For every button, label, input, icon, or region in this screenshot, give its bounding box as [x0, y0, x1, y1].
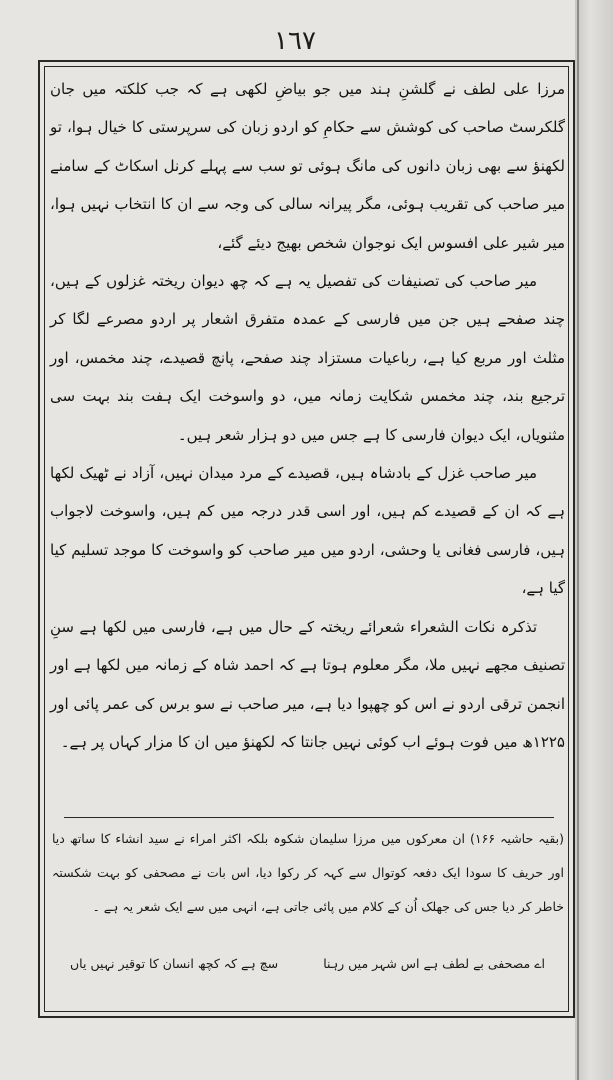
couplet-second-line: سچ ہے کہ کچھ انسان کا توقیر نہیں یاں [70, 956, 279, 971]
book-gutter [575, 0, 613, 1080]
main-text [50, 70, 565, 761]
page-edge-line [577, 0, 579, 1080]
paragraph: تذکرہ نکات الشعراء شعرائے ریختہ کے حال میں ہے، فارسی میں لکھا ہے سنِ تصنیف مجھے نہیں ملا، مگر معلوم ہوتا ہے کہ احمد شاہ کے زمانہ میں لکھا ہے اور انجمن ترقی اردو نے اس کو چھپوا دیا ہے، میر صاحب نے سو برس کی عمر پائی اور ۱۲۲۵ھ میں فوت ہوئے اب کوئی نہیں جانتا کہ لکھنؤ میں ان کا مزار کہاں پر ہے۔ [50, 617, 565, 751]
paragraph: میر صاحب غزل کے بادشاہ ہیں، قصیدے کے مرد میدان نہیں، آزاد نے ٹھیک لکھا ہے کہ ان کے قصیدے کم ہیں، اور اسی قدر درجہ میں کم ہیں، واسوخت لاجواب ہیں، فارسی فغانی یا وحشی، اردو میں میر صاحب کو واسوخت کا موجد تسلیم کیا گیا ہے، [50, 464, 565, 598]
paragraph: میر صاحب کی تصنیفات کی تفصیل یہ ہے کہ چھ دیوان ریختہ غزلوں کے ہیں، چند صفحے ہیں جن میں فارسی کے عمدہ متفرق اشعار پر اردو مصرعے لگا کر مثلث اور مربع کیا ہے، رباعیات مستزاد چند صفحے، پانچ قصیدے، چند مخمس، اور ترجیع بند، چند مخمس شکایت زمانہ میں، دو واسوخت ایک ہفت بند بہت سی مثنویاں، ایک دیوان فارسی کا ہے جس میں دو ہزار شعر ہیں۔ [50, 272, 565, 444]
page-number: ١٦٧ [274, 26, 316, 56]
footnote-text: (بقیہ حاشیہ ۱۶۶) ان معرکوں میں مرزا سلیمان شکوہ بلکہ اکثر امراء نے سید انشاء کا ساتھ دیا اور حریف کا سودا ایک دفعہ کوتوال سے کہہ کر رکوا دیا، اس بات نے مصحفی کو بہت شکستہ خاطر کر دیا جس کی جھلک اُن کے کلام میں پائی جاتی ہے، انہی میں سے ایک شعر یہ ہے ۔ [52, 831, 564, 914]
footnote-divider [64, 817, 554, 818]
couplet-first-line: اے مصحفی بے لطف ہے اس شہر میں رہنا [323, 956, 545, 971]
footnote [52, 822, 564, 924]
paragraph: مرزا علی لطف نے گلشنِ ہند میں جو بیاضِ لکھی ہے کہ جب کلکتہ میں جان گلکرسٹ صاحب کی کوشش سے حکامِ کو اردو زبان کی سرپرستی کا خیال ہوا، تو لکھنؤ سے بھی زبان دانوں کی مانگ ہوئی تو سب سے پہلے کرنل اسکاٹ کے سامنے میر صاحب کی تقریب ہوئی، مگر پیرانہ سالی کی وجہ سے ان کا انتخاب نہیں ہوا، میر شیر علی افسوس ایک نوجوان شخص بھیج دیئے گئے، [50, 80, 565, 252]
poetry-couplet [70, 952, 545, 986]
